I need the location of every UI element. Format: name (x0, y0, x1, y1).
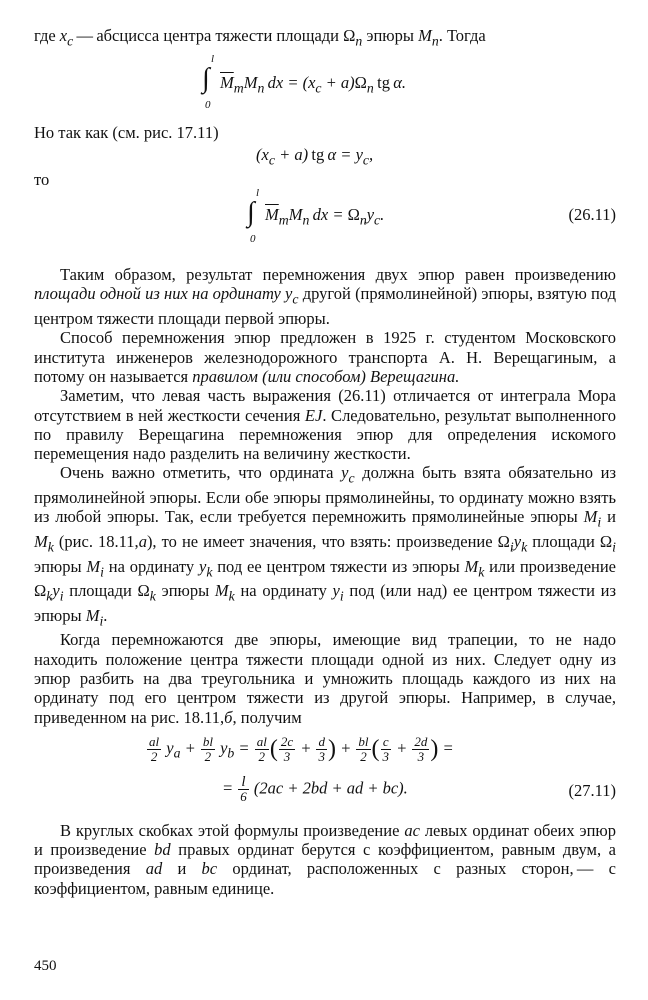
intro-line: где $x_c$ — абсцисса центра тяжести площади $\Omega_n$ эпюры $M_n$. Тогда (34, 26, 486, 49)
paragraph-5: Когда перемножаются две эпюры, имеющие вид трапеции, то не надо находить положение центра тяжести площади одной из них. Следует одну из эпюр разбить на два треугольника и умножить площадь каждого из них на ординату под его центром тяжести из другой эпюры. Например, в случае, приведенном на рис. 18.11,б, получим (34, 630, 616, 727)
formula-1-upper: l (211, 52, 215, 65)
formula-1-lower: 0 (205, 98, 211, 111)
formula-4: $\frac{al}{2}$ $y_a$ + $\frac{bl}{2}$ $y_b$ = $\frac{al}{2}$ ( $\frac{2c}{3}$ + $\frac{d}{3}$ ) + $\frac{bl}{2}$ ( $\frac{c}{3}$ + $\frac{2d}{3}$ ) = = $\frac{l}{6}$ (2ac + 2bd + ad + bc). (27.11) (149, 733, 616, 804)
paragraph-2: Способ перемножения эпюр предложен в 1925 г. студентом Московского института инженеров железнодорожного транспорта А. Н. Верещагиным, а потому он называется правилом (или способом) Верещагина. (34, 328, 616, 386)
page-number: 450 (34, 958, 57, 974)
paragraph-1: Таким образом, результат перемножения двух эпюр равен произведению площади одной из них на ординату $y_c$ другой (прямолинейной) эпюры, взятую под центром тяжести площади первой эпюры. (34, 265, 617, 329)
then-line: то (34, 169, 50, 189)
paragraph-3: Заметим, что левая часть выражения (26.11) отличается от интеграла Мора отсутствием в ней жесткости сечения EJ. Следовательно, результат выполненного по правилу Верещагина перемножения эпюр для определения искомого перемещения надо разделить на величину жесткости. (34, 386, 616, 464)
formula-3: l ∫ 0 $\overline{M}_mM_n$ dx = $\Omega_ny_c$. (26.11) (247, 187, 616, 246)
equation-number-27-11: (27.11) (568, 780, 616, 800)
page-body (34, 14, 616, 898)
formula-2: $(x_c + a)$ tg $\alpha = y_c$, (256, 144, 374, 168)
formula-3-upper: l (256, 187, 260, 200)
paragraph-4: Очень важно отметить, что ордината $y_c$ должна быть взята обязательно из прямолинейной эпюры. Если обе эпюры прямолинейны, то ординату можно взять из любой эпюры. Так, если требуется перемножить прямолинейные эпюры $M_i$ и $M_k$ (рис. 18.11,а), то не имеет значения, что взять: произведение $\Omega_iy_k$ площади $\Omega_i$ эпюры $M_i$ на ординату $y_k$ под ее центром тяжести из эпюры $M_k$ или произведение $\Omega_ky_i$ площади $\Omega_k$ эпюры $M_k$ на ординату $y_i$ под (или над) ее центром тяжести из эпюры $M_i$. (34, 463, 616, 629)
but-line: Но так как (см. рис. 17.11) (34, 122, 219, 142)
formula-1: l ∫ 0 $\overline{M}_mM_n$ dx = $(x_c + a)\Omega_n$ tg α. (202, 52, 407, 111)
formula-3-lower: 0 (250, 233, 256, 246)
paragraph-6: В круглых скобках этой формулы произведение ac левых ординат обеих эпюр и произведение bd правых ординат берутся с коэффициентом, равным двум, а произведения ad и bc ординат, расположенных с разных сторон, — с коэффициентом, равным единице. (34, 820, 616, 898)
equation-number-26-11: (26.11) (568, 205, 616, 225)
